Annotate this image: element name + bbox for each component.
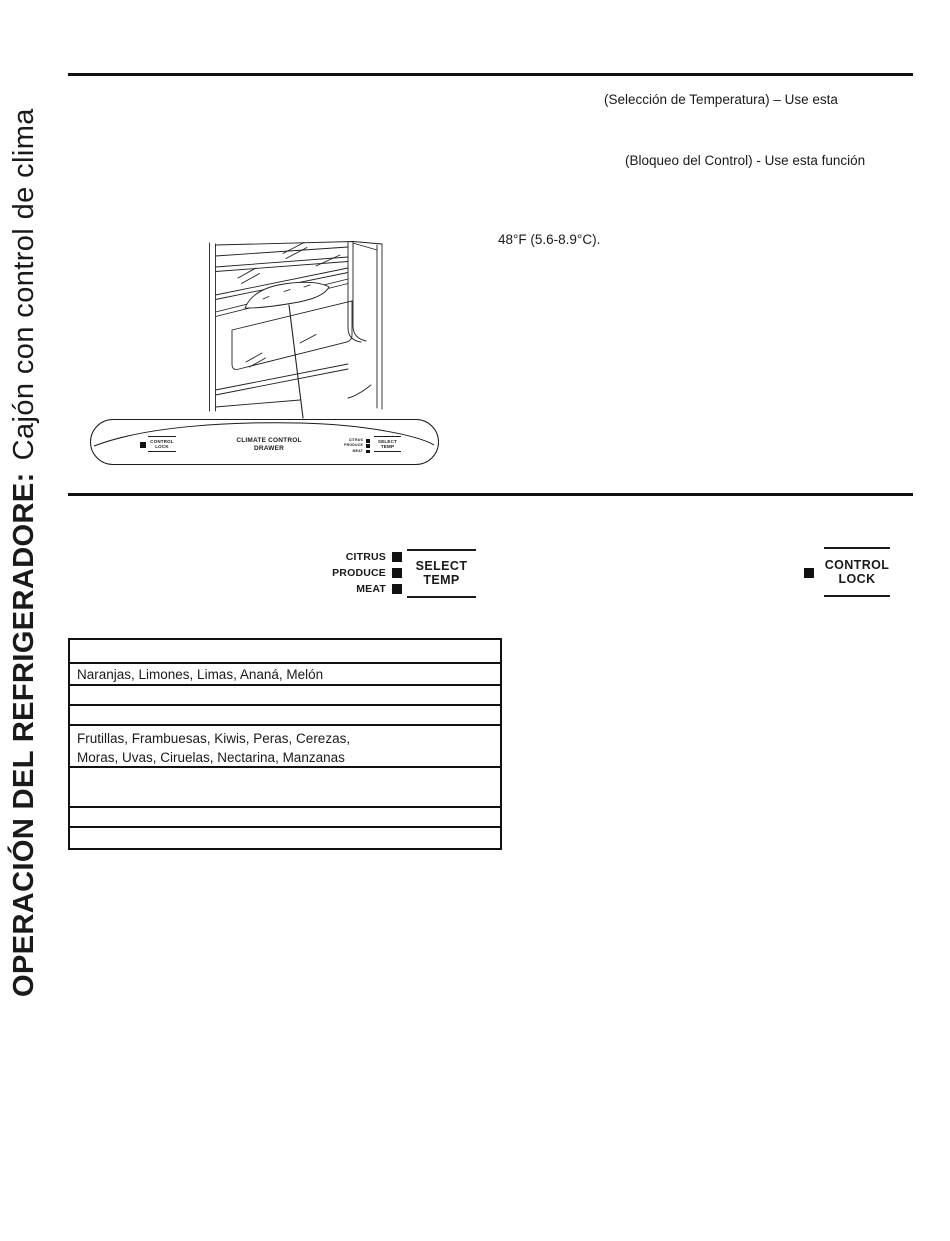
citrus-label: CITRUS [345, 551, 386, 563]
indicator-legend [312, 552, 402, 600]
table-row [70, 640, 500, 662]
top-rule [68, 73, 913, 76]
panel-meat-square [366, 450, 370, 454]
produce-indicator-row [312, 568, 402, 578]
section-divider-rule [68, 493, 913, 496]
table-row [70, 766, 500, 806]
control-lock-button: CONTROL LOCK [824, 547, 890, 597]
page-title-subtitle: Cajón con control de clima [8, 108, 40, 461]
table-row: Naranjas, Limones, Limas, Ananá, Melón [70, 662, 500, 684]
table-row: Frutillas, Frambuesas, Kiwis, Peras, Cerezas, Moras, Uvas, Ciruelas, Nectarina, Manzanas [70, 724, 500, 766]
panel-name-label: CLIMATE CONTROL DRAWER [236, 437, 302, 452]
citrus-indicator-square [392, 552, 402, 562]
table-row [70, 684, 500, 704]
produce-indicator-square [392, 568, 402, 578]
panel-citrus-square [366, 439, 370, 443]
panel-control-lock-indicator-square [140, 442, 146, 448]
climate-control-panel [90, 419, 439, 465]
citrus-indicator-row [312, 552, 402, 562]
panel-indicator-labels: CITRUS PRODUCE MEAT [344, 438, 363, 453]
meat-label: MEAT [356, 583, 386, 595]
page-title-section: OPERACIÓN DEL REFRIGERADORE: [8, 472, 40, 997]
control-lock-text: (Bloqueo del Control) - Use esta función [625, 153, 866, 168]
table-row [70, 704, 500, 724]
panel-select-temp-button: SELECT TEMP [374, 436, 401, 452]
produce-label: PRODUCE [332, 567, 386, 579]
control-lock-indicator-square [804, 568, 814, 578]
table-row [70, 806, 500, 826]
meat-indicator-square [392, 584, 402, 594]
panel-produce-square [366, 444, 370, 448]
page-title [8, 47, 50, 997]
food-table [68, 638, 502, 850]
table-row [70, 826, 500, 848]
refrigerator-drawer-illustration [205, 238, 390, 420]
select-temp-button: SELECT TEMP [407, 549, 476, 598]
temp-range-text: 48°F (5.6-8.9°C). [498, 232, 601, 247]
temp-selection-text: (Selección de Temperatura) – Use esta [604, 92, 838, 107]
panel-control-lock-button: CONTROL LOCK [148, 436, 176, 452]
meat-indicator-row [312, 584, 402, 594]
